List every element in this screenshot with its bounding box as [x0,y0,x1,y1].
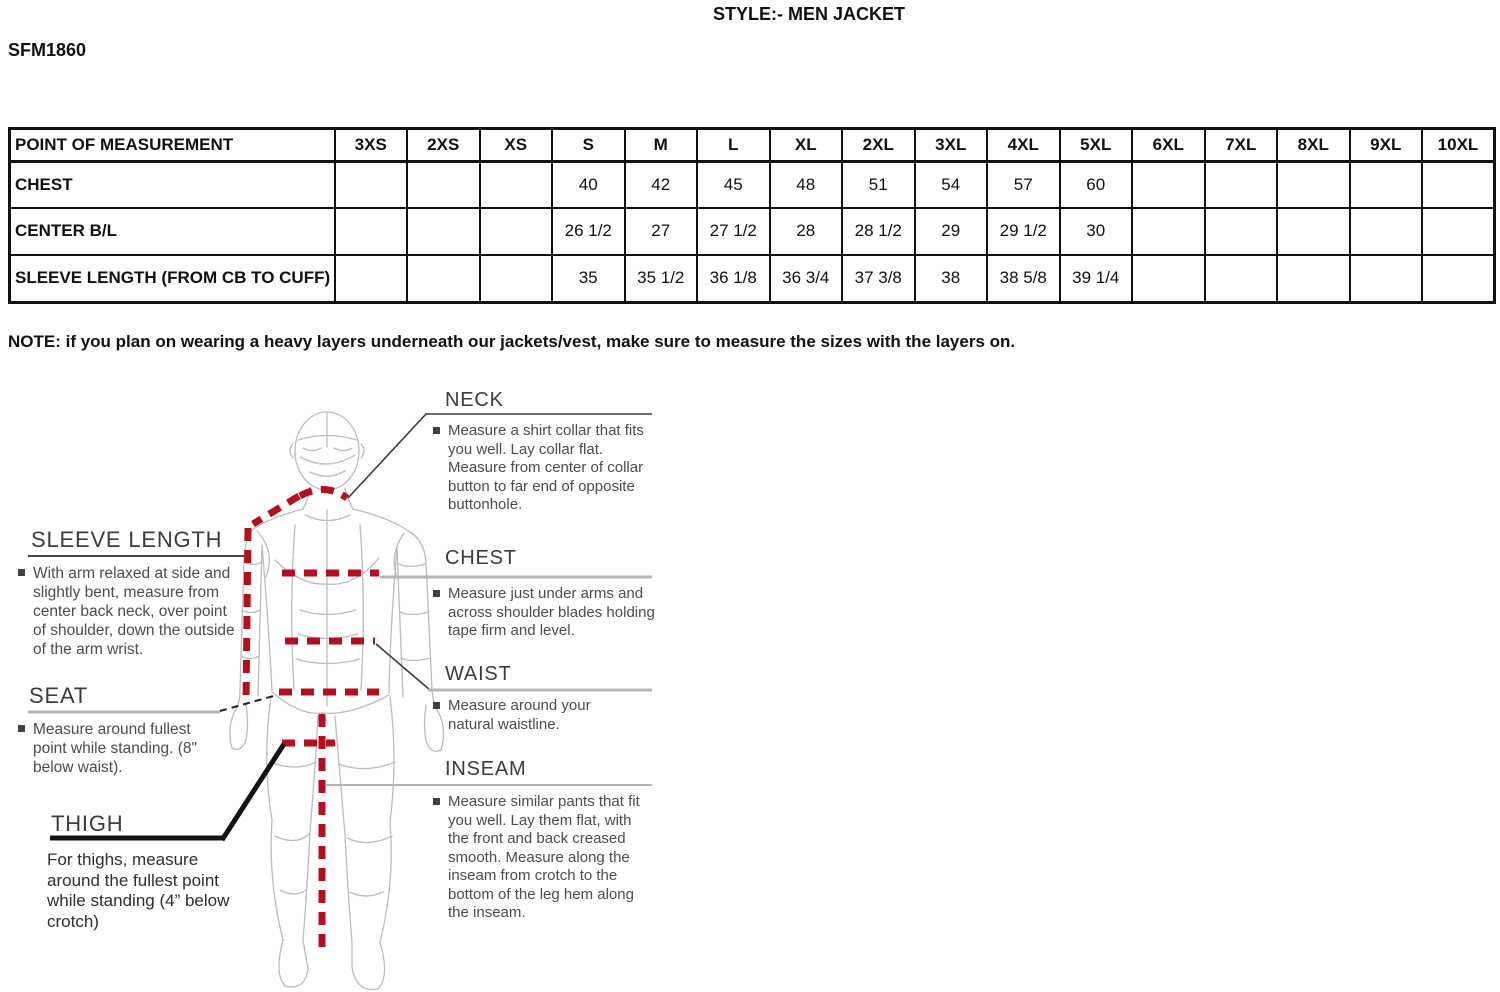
size-value-cell [1350,255,1423,303]
sleeve-length-heading: SLEEVE LENGTH [31,527,223,552]
thigh-desc-text: For thighs, measure around the fullest point while standing (4” below crotch) [47,850,230,931]
bullet-square-icon [433,590,440,597]
size-value-cell [1277,255,1350,303]
measure-lines [246,489,379,951]
size-value-cell: 28 [770,208,843,255]
size-value-cell: 35 1/2 [625,255,698,303]
measurement-row-label: CHEST [10,162,335,208]
bullet-square-icon [18,569,25,576]
size-value-cell [1350,162,1423,208]
size-value-cell [1205,208,1278,255]
size-header: M [625,129,698,162]
size-header: XS [480,129,553,162]
size-value-cell [1350,208,1423,255]
sleeve-length-desc-text: With arm relaxed at side and slightly bent, measure from center back neck, over point of shoulder, down the outside of the arm wrist. [33,565,235,658]
size-value-cell: 36 1/8 [697,255,770,303]
table-row [10,255,1495,303]
bullet-square-icon [433,702,440,709]
size-value-cell: 60 [1060,162,1133,208]
size-value-cell [407,208,480,255]
waist-desc-text: Measure around your natural waistline. [448,697,591,733]
neck-heading: NECK [445,389,504,411]
size-header: XL [770,129,843,162]
thigh-leader-line [222,744,284,840]
size-value-cell [335,162,408,208]
size-value-cell: 45 [697,162,770,208]
size-value-cell [480,208,553,255]
size-value-cell: 40 [552,162,625,208]
size-header: 8XL [1277,129,1350,162]
neck-desc [433,422,655,515]
size-value-cell [1422,255,1495,303]
waist-desc [433,697,633,734]
size-header: 2XL [842,129,915,162]
size-value-cell [1277,208,1350,255]
size-header: 7XL [1205,129,1278,162]
bullet-square-icon [18,725,25,732]
thigh-heading: THIGH [51,811,124,836]
size-value-cell: 39 1/4 [1060,255,1133,303]
inseam-desc-text: Measure similar pants that fit you well. Lay them flat, with the front and back creased smooth. Measure along the inseam from crotch to the bottom of the leg hem along the inseam. [448,793,640,921]
size-value-cell: 48 [770,162,843,208]
size-value-cell: 35 [552,255,625,303]
bullet-square-icon [433,798,440,805]
inseam-heading: INSEAM [445,758,527,780]
size-value-cell: 29 [915,208,988,255]
size-header: 6XL [1132,129,1205,162]
seat-leader-line [220,695,277,711]
size-value-cell [335,208,408,255]
size-value-cell: 27 1/2 [697,208,770,255]
size-value-cell: 26 1/2 [552,208,625,255]
waist-heading: WAIST [445,663,512,685]
size-header: S [552,129,625,162]
neck-desc-text: Measure a shirt collar that fits you well. Lay collar flat. Measure from center of collar button to far end of opposite buttonhole. [448,422,644,513]
size-value-cell [407,162,480,208]
size-value-cell: 37 3/8 [842,255,915,303]
seat-heading: SEAT [29,683,89,708]
size-value-cell: 51 [842,162,915,208]
size-value-cell [1422,208,1495,255]
size-value-cell [335,255,408,303]
size-value-cell [1132,208,1205,255]
size-header: 2XS [407,129,480,162]
table-row [10,162,1495,208]
size-header: 3XS [335,129,408,162]
seat-desc [18,720,218,777]
sleeve-length-desc [18,564,236,659]
size-value-cell [480,162,553,208]
neck-measure-line [300,489,347,498]
size-value-cell: 27 [625,208,698,255]
size-value-cell [480,255,553,303]
size-value-cell: 38 5/8 [987,255,1060,303]
bullet-square-icon [433,427,440,434]
size-value-cell: 42 [625,162,698,208]
size-header: 10XL [1422,129,1495,162]
size-value-cell [1422,162,1495,208]
note-text: NOTE: if you plan on wearing a heavy layers underneath our jackets/vest, make sure to measure the sizes with the layers on. [8,332,1016,351]
size-value-cell: 29 1/2 [987,208,1060,255]
size-header: 5XL [1060,129,1133,162]
size-value-cell: 54 [915,162,988,208]
chest-heading: CHEST [445,547,517,569]
size-value-cell [1205,162,1278,208]
size-value-cell [1277,162,1350,208]
table-row [10,208,1495,255]
measurement-row-label: CENTER B/L [10,208,335,255]
size-value-cell: 28 1/2 [842,208,915,255]
seat-desc-text: Measure around fullest point while standing. (8" below waist). [33,721,198,776]
size-value-cell: 38 [915,255,988,303]
mannequin-wireframe [230,412,444,990]
sleeve-shoulder-measure-line [253,496,299,524]
size-value-cell [1205,255,1278,303]
size-value-cell: 30 [1060,208,1133,255]
page-title: STYLE:- MEN JACKET [713,4,906,24]
size-header: 4XL [987,129,1060,162]
size-table [8,127,1496,304]
size-value-cell [407,255,480,303]
size-value-cell [1132,255,1205,303]
size-header: L [697,129,770,162]
chest-desc-text: Measure just under arms and across shoulder blades holding tape firm and level. [448,585,655,639]
size-value-cell: 57 [987,162,1060,208]
size-value-cell [1132,162,1205,208]
size-header: 9XL [1350,129,1423,162]
inseam-desc [433,793,651,923]
measurement-row-label: SLEEVE LENGTH (FROM CB TO CUFF) [10,255,335,303]
size-value-cell: 36 3/4 [770,255,843,303]
style-code: SFM1860 [8,40,87,60]
size-header: 3XL [915,129,988,162]
table-corner-header: POINT OF MEASUREMENT [10,129,335,162]
chest-desc [433,585,655,641]
sleeve-arm-measure-line [246,528,248,702]
